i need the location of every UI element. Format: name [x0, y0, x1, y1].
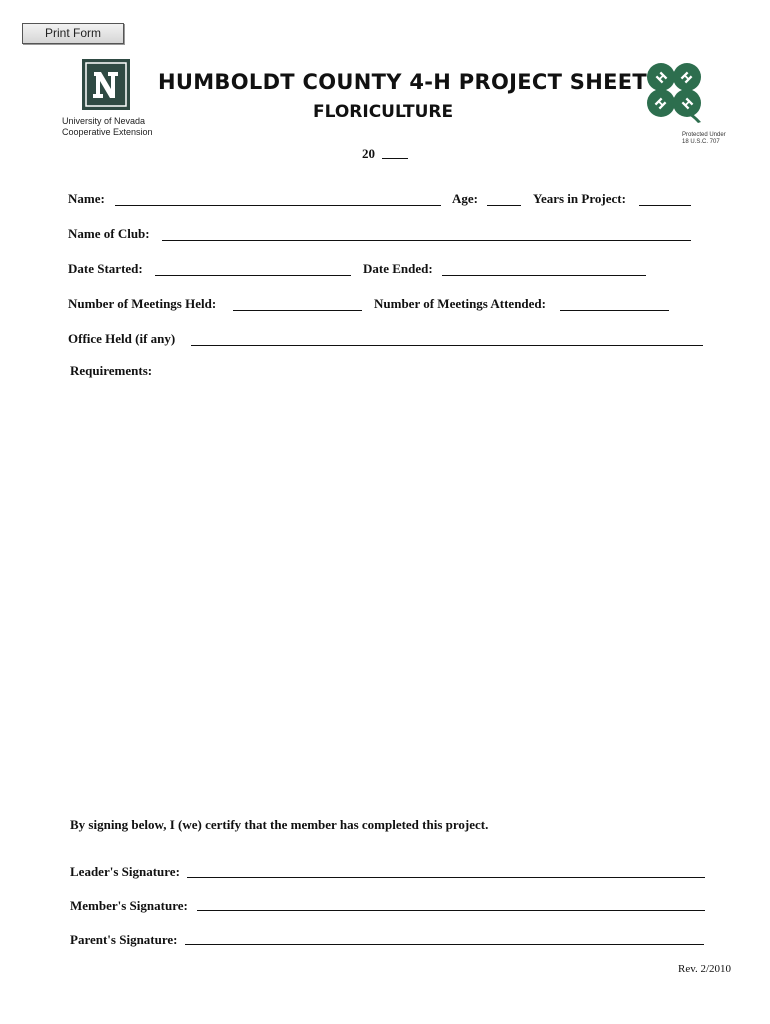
four-h-clover-icon: [641, 57, 707, 123]
certification-statement: By signing below, I (we) certify that the member has completed this project.: [70, 817, 489, 832]
date-ended-field[interactable]: [442, 275, 646, 276]
requirements-area[interactable]: [68, 382, 704, 802]
name-label: Name:: [68, 191, 105, 206]
leader-signature-field[interactable]: [187, 877, 705, 878]
protected-line-1: Protected Under: [682, 132, 726, 138]
year-field[interactable]: [382, 158, 408, 159]
n-logo-icon: [82, 59, 130, 110]
protected-line-2: 18 U.S.C. 707: [682, 139, 720, 145]
meetings-attended-label: Number of Meetings Attended:: [374, 296, 546, 311]
meetings-held-label: Number of Meetings Held:: [68, 296, 217, 311]
years-in-project-field[interactable]: [639, 205, 691, 206]
parent-signature-field[interactable]: [185, 944, 704, 945]
member-signature-label: Member's Signature:: [70, 898, 188, 913]
leader-signature-label: Leader's Signature:: [70, 864, 180, 879]
extension-name: Cooperative Extension: [62, 127, 153, 137]
project-subtitle: FLORICULTURE: [313, 102, 454, 122]
member-signature-field[interactable]: [197, 910, 705, 911]
protected-notice: [682, 132, 732, 146]
revision-note: Rev. 2/2010: [678, 963, 732, 975]
university-caption: [62, 116, 162, 138]
svg-text:H: H: [651, 95, 669, 113]
svg-text:H: H: [653, 69, 671, 87]
svg-text:H: H: [679, 95, 697, 113]
office-held-field[interactable]: [191, 345, 703, 346]
date-started-field[interactable]: [155, 275, 351, 276]
office-held-label: Office Held (if any): [68, 331, 176, 346]
university-logo: [82, 59, 130, 110]
years-in-project-label: Years in Project:: [533, 191, 626, 206]
meetings-attended-field[interactable]: [560, 310, 669, 311]
parent-signature-label: Parent's Signature:: [70, 932, 178, 947]
year-prefix: 20: [362, 146, 375, 161]
club-field[interactable]: [162, 240, 691, 241]
meetings-held-field[interactable]: [233, 310, 362, 311]
svg-text:H: H: [677, 69, 695, 87]
page-title: HUMBOLDT COUNTY 4-H PROJECT SHEET: [158, 70, 648, 94]
requirements-label: Requirements:: [70, 363, 153, 378]
name-field[interactable]: [115, 205, 441, 206]
date-ended-label: Date Ended:: [363, 261, 433, 276]
age-field[interactable]: [487, 205, 521, 206]
date-started-label: Date Started:: [68, 261, 143, 276]
university-name: University of Nevada: [62, 116, 146, 126]
club-label: Name of Club:: [68, 226, 150, 241]
print-form-button[interactable]: Print Form: [22, 23, 124, 44]
age-label: Age:: [452, 191, 478, 206]
